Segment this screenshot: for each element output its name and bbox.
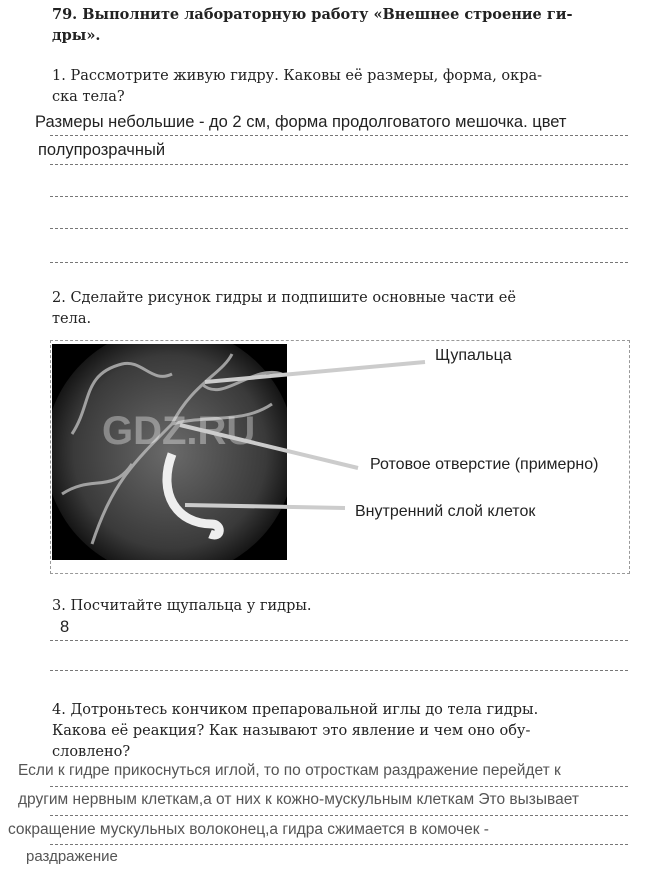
question-1-line-2: ска тела? xyxy=(52,89,125,105)
question-3: 3. Посчитайте щупальца у гидры. xyxy=(52,598,312,614)
answer-3: 8 xyxy=(60,618,70,636)
answer-1-line-2: полупрозрачный xyxy=(38,141,166,159)
answer-rule xyxy=(50,670,628,671)
question-4-line-3: словлено? xyxy=(52,744,131,760)
answer-1-line-1: Размеры небольшие - до 2 см, форма продолговатого мешочка. цвет xyxy=(35,113,567,131)
answer-4-line-2: другим нервным клеткам,а от них к кожно-мускульным клеткам Это вызывает xyxy=(18,791,579,808)
answer-rule xyxy=(50,815,628,816)
label-mouth: Ротовое отверстие (примерно) xyxy=(370,456,599,473)
question-4-line-1: 4. Дотроньтесь кончиком препаровальной иглы до тела гидры. xyxy=(52,702,539,718)
answer-4-line-4: раздражение xyxy=(26,848,118,865)
watermark: GDZ.RU xyxy=(102,409,256,453)
task-title-line-2: дры». xyxy=(52,27,101,44)
answer-rule xyxy=(50,640,628,641)
question-1-line-1: 1. Рассмотрите живую гидру. Каковы её размеры, форма, окра- xyxy=(52,68,543,84)
answer-rule xyxy=(50,844,628,845)
question-2-line-2: тела. xyxy=(52,311,92,327)
label-tentacles: Щупальца xyxy=(435,347,512,364)
task-title-line-1: 79. Выполните лабораторную работу «Внешнее строение ги- xyxy=(52,6,573,23)
answer-4-line-1: Если к гидре прикоснуться иглой, то по отросткам раздражение перейдет к xyxy=(18,762,561,779)
question-2-line-1: 2. Сделайте рисунок гидры и подпишите основные части её xyxy=(52,290,516,306)
question-4-line-2: Какова её реакция? Как называют это явление и чем оно обу- xyxy=(52,723,531,739)
answer-rule xyxy=(50,786,628,787)
label-inner-layer: Внутренний слой клеток xyxy=(355,503,536,520)
answer-4-line-3: сокращение мускульных волоконец,а гидра сжимается в комочек - xyxy=(8,821,489,838)
question-4 xyxy=(52,700,538,763)
